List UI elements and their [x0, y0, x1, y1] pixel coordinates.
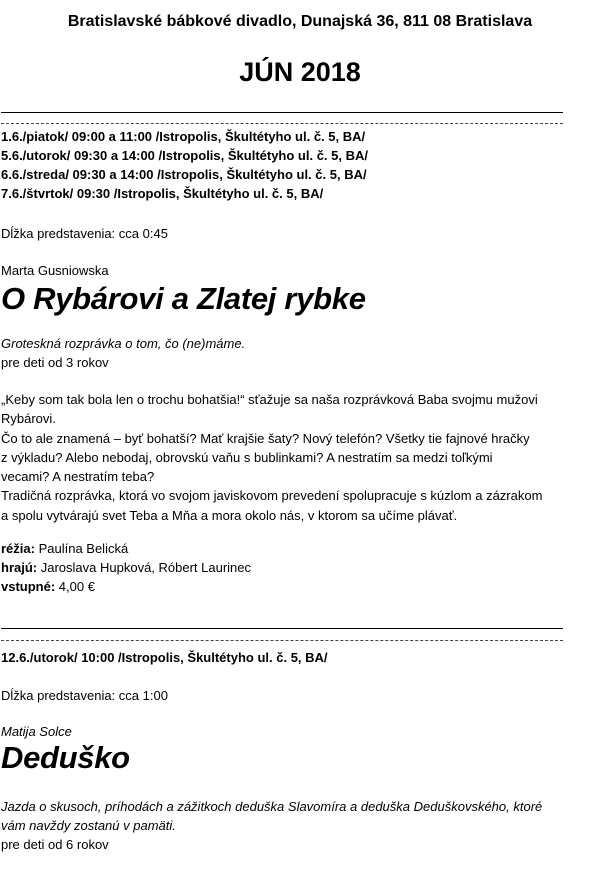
description [1, 390, 576, 525]
schedule-line: 12.6./utorok/ 10:00 /Istropolis, Škultétyho ul. č. 5, BA/ [1, 650, 328, 665]
schedule-line: 6.6./streda/ 09:30 a 14:00 /Istropolis, Škultétyho ul. č. 5, BA/ [1, 167, 367, 182]
show-title: Deduško [1, 740, 130, 775]
description-line: vecami? A nestratím teba? [1, 469, 155, 485]
description-line: Tradičná rozprávka, ktorá vo svojom javiskovom prevedení spolupracuje s kúzlom a zázrakom [1, 488, 543, 504]
author: Matija Solce [1, 724, 72, 739]
schedule-line: 1.6./piatok/ 09:00 a 11:00 /Istropolis, Škultétyho ul. č. 5, BA/ [1, 129, 366, 144]
author: Marta Gusniowska [1, 263, 109, 278]
age-recommendation: pre deti od 6 rokov [1, 837, 109, 852]
month-heading: JÚN 2018 [239, 57, 361, 87]
description-line: z výkladu? Alebo nebodaj, obrovskú vaňu s bublinkami? A nestratím sa medzi toľkými [1, 449, 493, 465]
schedule-line: 7.6./štvrtok/ 09:30 /Istropolis, Škultétyho ul. č. 5, BA/ [1, 186, 324, 201]
credit-label: réžia: [1, 541, 35, 556]
schedule-line: 5.6./utorok/ 09:30 a 14:00 /Istropolis, Škultétyho ul. č. 5, BA/ [1, 148, 369, 163]
credit-price [1, 577, 95, 596]
venue-address: Bratislavské bábkové divadlo, Dunajská 36, 811 08 Bratislava [67, 13, 533, 30]
solid-divider [1, 628, 563, 629]
solid-divider [1, 112, 563, 113]
credit-label: hrajú: [1, 560, 38, 575]
credit-cast [1, 558, 251, 577]
description-line: vám navždy zostanú v pamäti. [1, 818, 176, 834]
description-line: Čo to ale znamená – byť bohatší? Mať krajšie šaty? Nový telefón? Všetky tie fajnové hračky [1, 430, 530, 446]
description-line: Rybárovi. [1, 411, 56, 427]
description-line: a spolu vytvárajú svet Teba a Mňa a mora okolo nás, v ktorom sa učíme plávať. [1, 507, 458, 523]
show-title: O Rybárovi a Zlatej rybke [1, 281, 366, 316]
duration: Dĺžka predstavenia: cca 1:00 [1, 688, 168, 703]
dashed-divider [1, 123, 563, 124]
subtitle: Groteskná rozprávka o tom, čo (ne)máme. [1, 336, 246, 351]
credit-director [1, 539, 128, 558]
credit-value: 4,00 € [55, 579, 95, 594]
credit-value: Jaroslava Hupková, Róbert Laurinec [37, 560, 252, 575]
credit-value: Paulína Belická [34, 541, 129, 556]
description-line: Jazda o skusoch, príhodách a zážitkoch deduška Slavomíra a deduška Deduškovského, ktoré [1, 799, 543, 814]
description-line: „Keby som tak bola len o trochu bohatšia!“ sťažuje sa naša rozprávková Baba svojmu mužovi [1, 392, 538, 407]
dashed-divider [1, 640, 563, 641]
age-recommendation: pre deti od 3 rokov [1, 355, 109, 370]
description [1, 797, 576, 836]
duration: Dĺžka predstavenia: cca 0:45 [1, 226, 168, 241]
credit-label: vstupné: [1, 579, 56, 594]
